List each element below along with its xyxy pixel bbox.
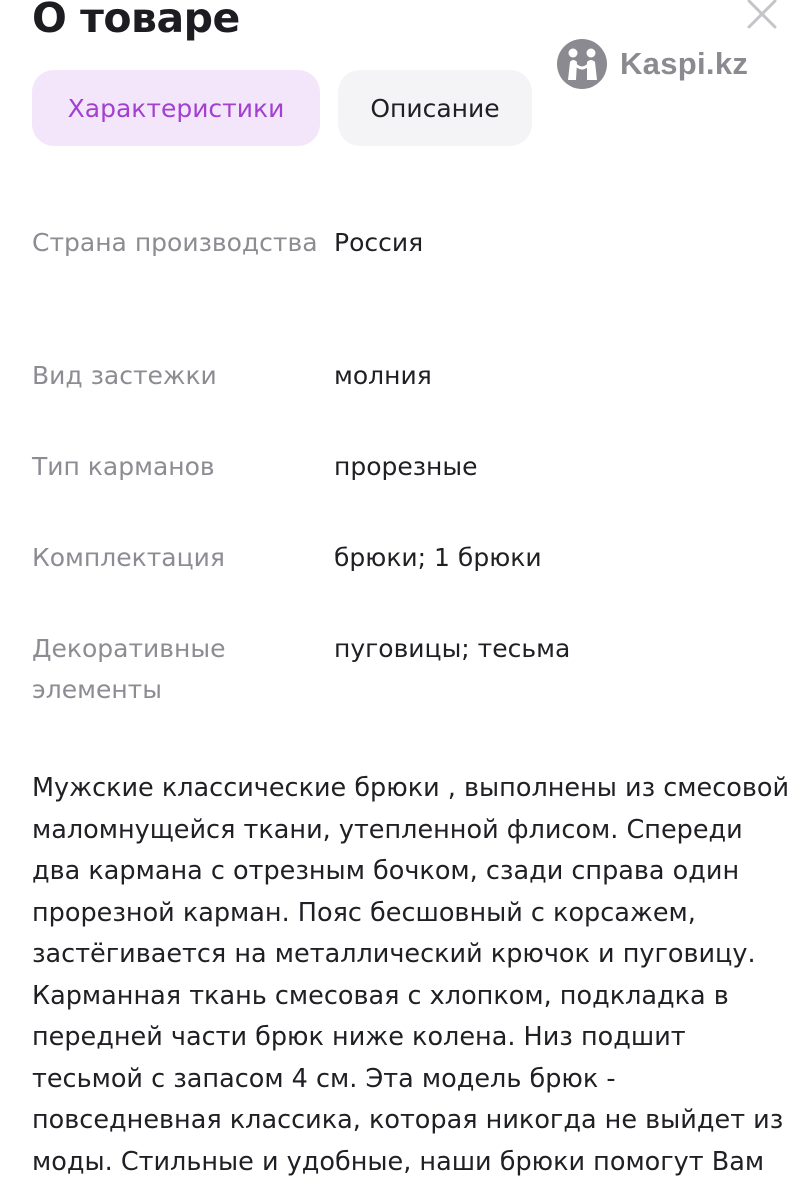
spec-label: Вид застежки — [32, 361, 217, 390]
tab-characteristics[interactable]: Характеристики — [32, 70, 320, 146]
page-title: О товаре — [32, 0, 240, 42]
spec-row — [32, 222, 792, 306]
kaspi-logo-icon — [556, 38, 608, 90]
spec-row — [32, 446, 792, 488]
spec-value: Россия — [334, 228, 424, 257]
tab-bar — [32, 70, 532, 146]
close-button[interactable] — [744, 0, 780, 32]
product-description: Мужские классические брюки , выполнены из смесовой маломнущейся ткани, утепленной флисом. Спереди два кармана с отрезным бочком, сзади справа один прорезной карман. Пояс бесшовный с корсажем, застёгивается на металлический крючок и пуговицу. Карманная ткань смесовая с хлопком, подкладка в передней части брюк ниже колена. Низ подшит тесьмой с запасом 4 см. Эта модель брюк - повседневная классика, которая никогда не выйдет из моды. Стильные и удобные, наши брюки помогут Вам — [32, 773, 790, 1177]
spec-label: Комплектация — [32, 543, 225, 572]
spec-value: пуговицы; тесьма — [334, 634, 571, 663]
spec-label: Декоративные элементы — [32, 634, 226, 704]
spec-value: прорезные — [334, 452, 478, 481]
spec-value: молния — [334, 361, 432, 390]
spec-row — [32, 355, 792, 397]
spec-value: брюки; 1 брюки — [334, 543, 542, 572]
tab-description[interactable]: Описание — [338, 70, 532, 146]
spec-row — [32, 537, 792, 579]
spec-label: Страна производства — [32, 228, 318, 257]
spec-row — [32, 628, 792, 712]
spec-label: Тип карманов — [32, 452, 215, 481]
brand-name: Kaspi.kz — [620, 46, 749, 81]
close-icon — [744, 0, 780, 32]
kaspi-brand — [556, 38, 748, 90]
